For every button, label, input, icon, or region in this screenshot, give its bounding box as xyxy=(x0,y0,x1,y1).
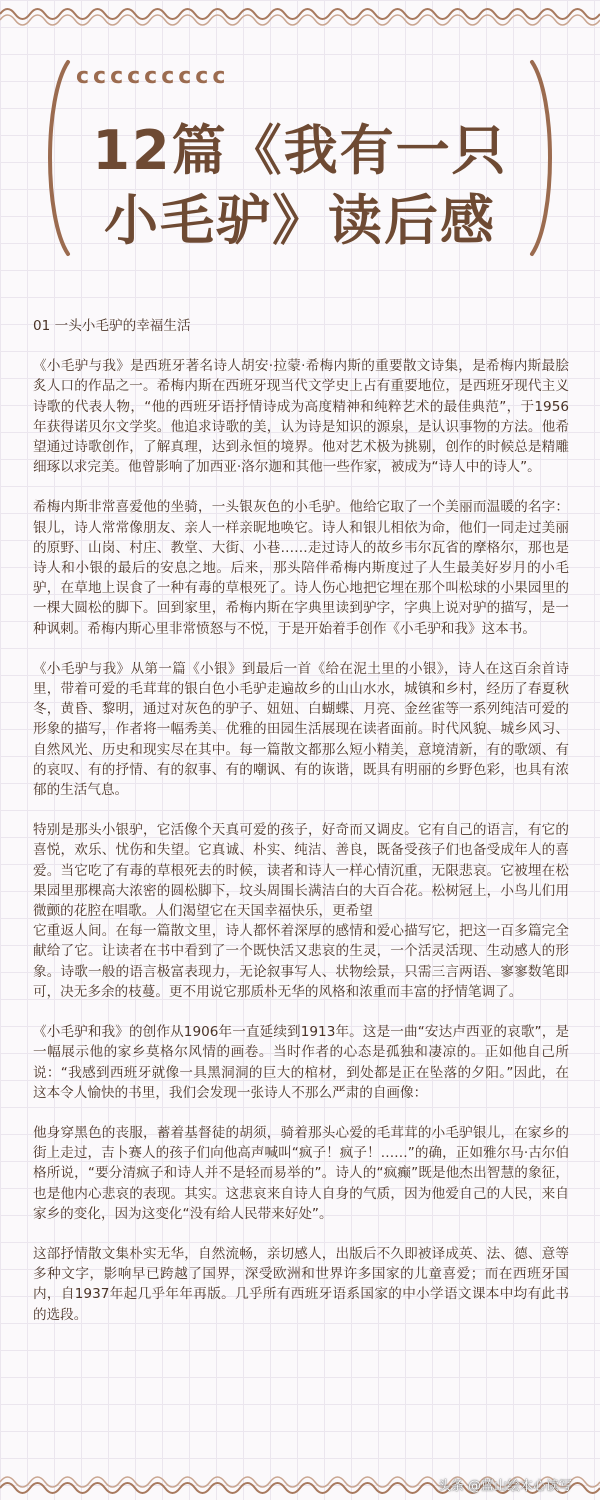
paragraph-3: 《小毛驴与我》从第一篇《小银》到最后一首《给在泥土里的小银》，诗人在这百余首诗里，带着可爱的毛茸茸的银白色小毛驴走遍故乡的山山水水，城镇和乡村，经历了春夏秋冬，黄昏、黎明，通过对灰色的驴子、妞妞、白蝴蝶、月亮、金丝雀等一系列纯洁可爱的形象的描写，作者将一幅秀美、优雅的田园生活展现在读者面前。时代风貌、城乡风习、自然风光、历史和现实尽在其中。每一篇散文都那么短小精美，意境清新，有的歌颂、有的哀叹、有的抒情、有的叙事、有的嘲讽、有的诙谐，既具有明丽的乡野色彩，也具有浓郁的生活气息。 xyxy=(33,660,569,799)
paragraph-6: 他身穿黑色的丧服，蓄着基督徒的胡须，骑着那头心爱的毛茸茸的小毛驴银儿，在家乡的街上走过，吉卜赛人的孩子们向他高声喊叫“疯子！疯子！……”的确，正如雅尔马·古尔伯格所说，“要分清疯子和诗人并不是轻而易举的”。诗人的“疯癫”既是他杰出智慧的象征，也是他内心悲哀的表现。其实。这悲哀来自诗人自身的气质，因为他爱自己的人民，来自家乡的变化，因为这变化“没有给人民带来好处”。 xyxy=(33,1124,569,1222)
top-wave-border xyxy=(0,0,600,30)
title-card xyxy=(28,40,572,280)
article-body xyxy=(33,316,569,1345)
paragraph-5: 《小毛驴和我》的创作从1906年一直延续到1913年。这是一曲“安达卢西亚的哀歌”，是一幅展示他的家乡莫格尔风情的画卷。当时作者的心态是孤独和凄凉的。正如他自己所说：“我感到西班牙就像一具黑洞洞的巨大的棺材，到处都是正在坠落的夕阳。”因此，在这本令人愉快的书里，我们会发现一张诗人不那么严肃的自画像： xyxy=(33,1024,569,1101)
paragraph-2: 希梅内斯非常喜爱他的坐骑，一头银灰色的小毛驴。他给它取了一个美丽而温暖的名字：银儿，诗人常常像朋友、亲人一样亲昵地唤它。诗人和银儿相依为命，他们一同走过美丽的原野、山岗、村庄、教堂、大街、小巷……走过诗人的故乡韦尔瓦省的摩格尔，那也是诗人和小银的最后的安息之地。后来，那头陪伴希梅内斯度过了人生最美好岁月的小毛驴，在草地上误食了一种有毒的草根死了。诗人伤心地把它埋在那个叫松球的小果园里的一棵大圆松的脚下。回到家里，希梅内斯在字典里读到驴字，字典上说对驴的描写，是一种讽刺。希梅内斯心里非常愤怒与不悦，于是开始着手创作《小毛驴和我》这本书。 xyxy=(33,499,569,637)
paragraph-4: 特别是那头小银驴，它活像个天真可爱的孩子，好奇而又调皮。它有自己的语言，有它的喜悦，欢乐、忧伤和失望。它真诚、朴实、纯洁、善良，既备受孩子们也备受成年人的喜爱。当它吃了有毒的草根死去的时候，读者和诗人一样心情沉重，无限悲哀。它被埋在松果园里那棵高大浓密的圆松脚下，坟头周围长满洁白的大百合花。松树冠上，小鸟儿们用微颤的花腔在唱歌。人们渴望它在天国幸福快乐，更希望 它重返人间。在每一篇散文里，诗人都怀着深厚的感情和爱心描写它，把这一百多篇完全献给了它。让读者在书中看到了一个既快活又悲哀的生灵，一个活灵活现、生动感人的形象。诗歌一般的语言极富表现力，无论叙事写人、状物绘景，只需三言两语、寥寥数笔即可，决无多余的枝蔓。更不用说它那质朴无华的风格和浓重而丰富的抒情笔调了。 xyxy=(33,822,569,1000)
page-title-line-1: 12篇《我有一只 xyxy=(92,119,508,182)
page-title-line-2: 小毛驴》读后感 xyxy=(104,189,496,252)
watermark xyxy=(438,1475,572,1494)
section-heading: 01 一头小毛驴的幸福生活 xyxy=(33,318,191,334)
watermark-text: 头条 @蓝山绘本心读写 xyxy=(437,1479,572,1494)
paragraph-1: 《小毛驴与我》是西班牙著名诗人胡安·拉蒙·希梅内斯的重要散文诗集，是希梅内斯最脍炙人口的作品之一。希梅内斯在西班牙现当代文学史上占有重要地位，是西班牙现代主义诗歌的代表人物，“他的西班牙语抒情诗成为高度精神和纯粹艺术的最佳典范”，于1956年获得诺贝尔文学奖。他追求诗歌的美，认为诗是知识的源泉，是认识事物的方法。他希望通过诗歌创作，了解真理，达到永恒的境界。他对艺术极为挑剔，创作的时候总是精雕细琢以求完美。他曾影响了加西亚·洛尔迦和其他一些作家，被成为“诗人中的诗人”。 xyxy=(33,358,569,476)
curl-decoration: ccccccccc xyxy=(76,64,230,89)
paragraph-7: 这部抒情散文集朴实无华，自然流畅，亲切感人，出版后不久即被译成英、法、德、意等多种文字，影响早已跨越了国界，深受欧洲和世界许多国家的儿童喜爱；而在西班牙国内，自1937年起几乎年年再版。几乎所有西班牙语系国家的中小学语文课本中均有此书的选段。 xyxy=(33,1245,569,1323)
